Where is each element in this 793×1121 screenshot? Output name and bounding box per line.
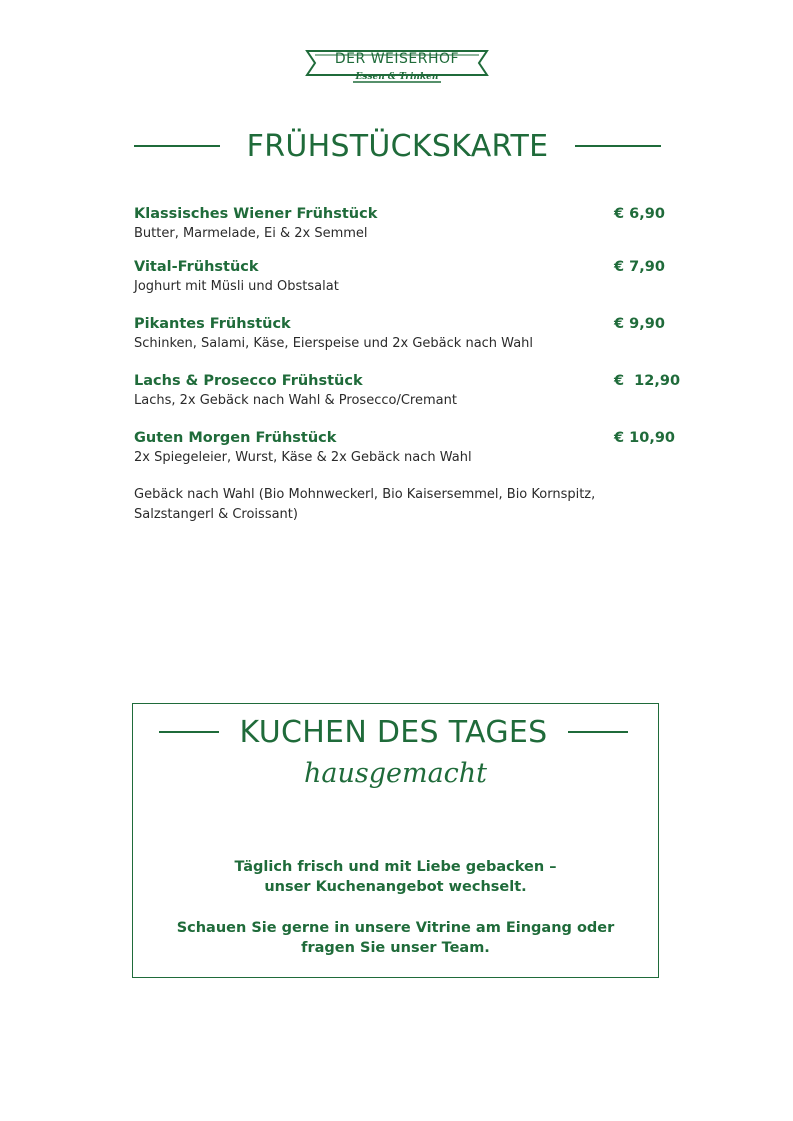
menu-item-description: Schinken, Salami, Käse, Eierspeise und 2x Gebäck nach Wahl: [134, 336, 534, 351]
menu-item-name: Pikantes Frühstück: [134, 316, 291, 332]
cake-subtitle: hausgemacht: [303, 758, 488, 789]
logo-name: DER WEISERHOF: [334, 51, 460, 67]
logo-tagline: Essen & Trinken: [355, 72, 439, 82]
menu-item: [134, 373, 681, 413]
heading-rule-right: [575, 145, 661, 147]
menu-item-description: Lachs, 2x Gebäck nach Wahl & Prosecco/Cremant: [134, 393, 457, 408]
restaurant-logo: [305, 44, 489, 88]
menu-item-price: € 10,90: [614, 430, 676, 446]
menu-item-description: Joghurt mit Müsli und Obstsalat: [134, 279, 339, 294]
menu-item-description: Butter, Marmelade, Ei & 2x Semmel: [134, 226, 368, 241]
cake-of-the-day-box: [132, 703, 659, 978]
cake-text-line: Schauen Sie gerne in unsere Vitrine am Eingang oder: [176, 920, 615, 936]
menu-item-name: Guten Morgen Frühstück: [134, 430, 337, 446]
cake-text-line: unser Kuchenangebot wechselt.: [264, 879, 527, 895]
menu-item: [134, 430, 674, 470]
cake-text-line: Täglich frisch und mit Liebe gebacken –: [234, 859, 557, 875]
breakfast-heading: [134, 126, 661, 166]
heading-rule-left: [134, 145, 220, 147]
menu-item-name: Klassisches Wiener Frühstück: [134, 206, 378, 222]
menu-item-price: € 12,90: [614, 373, 681, 389]
heading-rule-left: [159, 731, 219, 733]
menu-item-price: € 7,90: [614, 259, 665, 275]
cake-title: KUCHEN DES TAGES: [239, 714, 548, 750]
menu-item-name: Vital-Frühstück: [134, 259, 259, 275]
menu-item-price: € 6,90: [614, 206, 665, 222]
pastry-choice-note: Gebäck nach Wahl (Bio Mohnweckerl, Bio Kaisersemmel, Bio Kornspitz, Salzstangerl & Croissant): [134, 487, 596, 522]
menu-item: [134, 316, 674, 356]
breakfast-title: FRÜHSTÜCKSKARTE: [246, 128, 549, 164]
menu-item: [134, 206, 674, 246]
menu-item-name: Lachs & Prosecco Frühstück: [134, 373, 363, 389]
heading-rule-right: [568, 731, 628, 733]
cake-heading: [159, 712, 628, 752]
menu-item-price: € 9,90: [614, 316, 665, 332]
menu-item: [134, 259, 674, 299]
cake-text-line: fragen Sie unser Team.: [301, 940, 490, 956]
menu-item-description: 2x Spiegeleier, Wurst, Käse & 2x Gebäck nach Wahl: [134, 450, 472, 465]
